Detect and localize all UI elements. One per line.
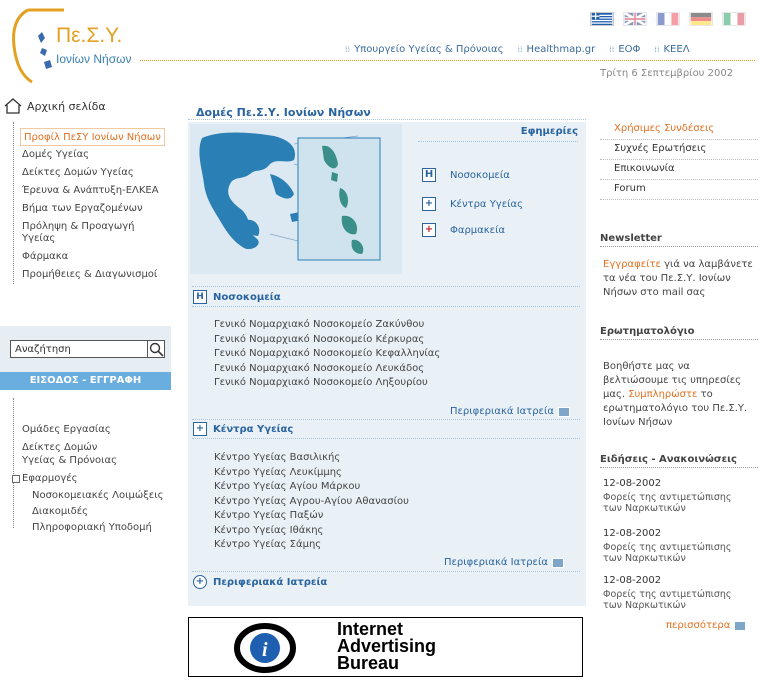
collapse-toggle-icon[interactable] (12, 475, 20, 483)
survey-text: Βοηθήστε μας να βελτιώσουμε τις υπηρεσίες μας. Συμπληρώστε το ερωτηματολόγιο του Πε.Σ.Υ. Ιονίων Νήσων (603, 361, 748, 428)
dots-icon: ⁞⁞ (517, 45, 523, 54)
list-item[interactable]: Γενικό Νομαρχιακό Νοσοκομείο Ληξουρίου (214, 377, 428, 388)
news-item[interactable] (603, 478, 753, 514)
list-item[interactable]: Γενικό Νομαρχιακό Νοσοκομείο Κέρκυρας (214, 333, 425, 345)
health-center-section-icon: + (193, 422, 207, 436)
hospital-icon: H (422, 168, 436, 182)
german-flag-icon[interactable] (689, 12, 713, 26)
search-icon (148, 341, 164, 357)
page-title: Δομές Πε.Σ.Υ. Ιονίων Νήσων (196, 106, 371, 119)
top-link-healthmap[interactable]: ⁞⁞ Healthmap.gr (517, 44, 596, 55)
list-item[interactable]: Κέντρο Υγείας Βασιλικής (214, 452, 341, 463)
top-link-eof[interactable]: ⁞⁞ ΕΟΦ (609, 44, 641, 55)
language-flags (590, 12, 746, 26)
nav-item-applications[interactable]: Εφαρμογές (12, 472, 163, 485)
duty-health-centers[interactable]: + Κέντρα Υγείας (422, 197, 523, 211)
link-useful-links[interactable]: Χρήσιμες Συνδέσεις (600, 120, 758, 140)
search-box (0, 326, 171, 390)
top-link-keel[interactable]: ⁞⁞ ΚΕΕΛ (654, 44, 690, 55)
hospitals-heading[interactable]: H Νοσοκομεία (193, 290, 281, 304)
nav-item-structures[interactable]: Δομές Υγείας (22, 149, 90, 160)
logo-title: Πε.Σ.Υ. (56, 24, 123, 47)
home-icon (4, 98, 22, 114)
arrow-icon (558, 407, 570, 417)
newsletter-heading: Newsletter (600, 233, 758, 247)
iab-logo-icon (233, 620, 297, 676)
map-box (190, 124, 402, 274)
news-title[interactable]: Φορείς της αντιμετώπισης των Ναρκωτικών (603, 492, 732, 514)
nav-tree-line-2 (13, 398, 14, 528)
ephemeries-heading: Εφημερίες (520, 126, 578, 137)
nav-item-transfers[interactable]: Διακομιδές (32, 506, 88, 517)
list-item[interactable]: Γενικό Νομαρχιακό Νοσοκομείο Κεφαλληνίας (214, 348, 441, 359)
home-label: Αρχική σελίδα (27, 99, 106, 113)
banner-text: Internet Advertising Bureau (337, 619, 437, 673)
nav-item-profile[interactable]: Προφίλ ΠεΣΥ Ιονίων Νήσων (20, 128, 165, 146)
link-faq[interactable]: Συχνές Ερωτήσεις (600, 140, 758, 160)
list-item[interactable]: Κέντρο Υγείας Σάμης (214, 539, 322, 550)
list-item[interactable]: Κέντρο Υγείας Λευκίμμης (214, 466, 342, 478)
login-register-button[interactable]: ΕΙΣΟΔΟΣ - ΕΓΓΡΑΦΗ (0, 372, 171, 390)
news-date: 12-08-2002 (603, 575, 662, 586)
nav-item-workgroups[interactable]: Ομάδες Εργασίας (22, 424, 111, 435)
nav-item-prevention-cont[interactable]: Υγείας (22, 233, 56, 244)
list-item[interactable]: Κέντρο Υγείας Ιθάκης (214, 524, 324, 536)
uk-flag-icon[interactable] (623, 12, 647, 26)
header-divider (140, 60, 755, 61)
survey-heading: Ερωτηματολόγιο (600, 326, 758, 340)
nav-tree-line (13, 122, 14, 284)
dots-icon: ⁞⁞ (345, 45, 351, 54)
logo-subtitle: Ιονίων Νήσων (56, 52, 132, 66)
search-button[interactable] (147, 340, 165, 358)
section-divider (192, 306, 580, 307)
list-item[interactable]: Κέντρο Υγείας Παξών (214, 510, 324, 521)
arrow-icon (552, 558, 564, 568)
duty-hospitals[interactable]: H Νοσοκομεία (422, 168, 510, 182)
duty-pharmacies[interactable]: + Φαρμακεία (422, 223, 505, 237)
nav-item-it-infrastructure[interactable]: Πληροφοριακή Υποδομή (32, 522, 152, 533)
right-nav (600, 120, 758, 200)
news-heading: Ειδήσεις - Ανακοινώσεις (600, 454, 758, 468)
ephemeries-divider (418, 141, 578, 142)
news-more-link[interactable]: περισσότερα (666, 620, 746, 631)
list-item[interactable]: Γενικό Νομαρχιακό Νοσοκομείο Λευκάδος (214, 362, 425, 374)
home-link[interactable] (4, 98, 106, 114)
svg-text:i: i (262, 639, 268, 661)
search-input[interactable] (10, 340, 148, 358)
left-nav-secondary (22, 420, 163, 534)
nav-item-infections[interactable]: Νοσοκομειακές Λοιμώξεις (32, 490, 164, 501)
clinics-link-2[interactable]: Περιφεριακά Ιατρεία (444, 557, 564, 568)
title-divider (188, 119, 586, 120)
nav-item-employees[interactable]: Βήμα των Εργαζομένων (22, 203, 143, 214)
left-nav (22, 128, 165, 284)
hospitals-list (214, 318, 440, 391)
news-title[interactable]: Φορείς της αντιμετώπισης των Ναρκωτικών (603, 542, 732, 564)
survey-fill-link[interactable]: Συμπληρώστε (628, 389, 698, 400)
health-centers-list (214, 451, 409, 553)
top-link-ministry[interactable]: ⁞⁞ Υπουργείο Υγείας & Πρόνοιας (345, 44, 504, 55)
health-center-icon: + (422, 197, 436, 211)
news-date: 12-08-2002 (603, 528, 662, 539)
news-title[interactable]: Φορείς της αντιμετώπισης των Ναρκωτικών (603, 589, 732, 611)
link-forum[interactable]: Forum (600, 180, 758, 200)
nav-item-pharmacy[interactable]: Φάρμακα (22, 251, 69, 262)
clinics-link-1[interactable]: Περιφεριακά Ιατρεία (450, 406, 570, 417)
nav-item-research[interactable]: Έρευνα & Ανάπτυξη-ΕΛΚΕΑ (22, 185, 159, 196)
section-divider (192, 419, 580, 420)
news-date: 12-08-2002 (603, 478, 662, 489)
italian-flag-icon[interactable] (722, 12, 746, 26)
news-item[interactable] (603, 575, 753, 611)
site-logo[interactable] (8, 6, 138, 86)
list-item[interactable]: Γενικό Νομαρχιακό Νοσοκομείο Ζακύνθου (214, 319, 425, 330)
hospital-section-icon: H (193, 290, 207, 304)
list-item[interactable]: Κέντρο Υγείας Αγίου Μάρκου (214, 481, 361, 492)
current-date: Τρίτη 6 Σεπτεμβρίου 2002 (600, 68, 734, 79)
dots-icon: ⁞⁞ (654, 45, 660, 54)
section-divider (192, 286, 580, 287)
link-contact[interactable]: Επικοινωνία (600, 160, 758, 180)
greek-flag-icon[interactable] (590, 12, 614, 26)
greece-map-icon[interactable] (190, 124, 402, 274)
section-divider (192, 438, 580, 439)
section-divider (192, 571, 580, 572)
health-centers-heading[interactable]: + Κέντρα Υγείας (193, 422, 293, 436)
clinics-heading[interactable]: + Περιφεριακά Ιατρεία (193, 575, 327, 589)
list-item[interactable]: Κέντρο Υγείας Αγρου-Αγίου Αθανασίου (214, 495, 409, 507)
dots-icon: ⁞⁞ (609, 45, 615, 54)
clinic-section-icon: + (193, 575, 207, 589)
french-flag-icon[interactable] (656, 12, 680, 26)
nav-item-indicators[interactable]: Δείκτες Δομών Υγείας (22, 167, 134, 178)
pharmacy-icon: + (422, 223, 436, 237)
top-links (345, 44, 690, 55)
newsletter-text: Εγγραφείτε γιά να λαμβάνετε τα νέα του Πε.Σ.Υ. Ιονίων Νήσων στο mail σας (603, 259, 753, 298)
nav-item-procurement[interactable]: Προμήθειες & Διαγωνισμοί (22, 269, 158, 280)
nav-item-indicators-2-cont[interactable]: Υγείας & Πρόνοιας (22, 455, 117, 466)
nav-item-prevention[interactable]: Πρόληψη & Προαγωγή (22, 221, 135, 232)
arrow-icon (734, 621, 746, 631)
iab-banner[interactable] (188, 617, 583, 677)
nav-item-indicators-2[interactable]: Δείκτες Δομών (22, 442, 98, 453)
newsletter-subscribe-link[interactable]: Εγγραφείτε (603, 259, 661, 270)
news-item[interactable] (603, 528, 753, 564)
